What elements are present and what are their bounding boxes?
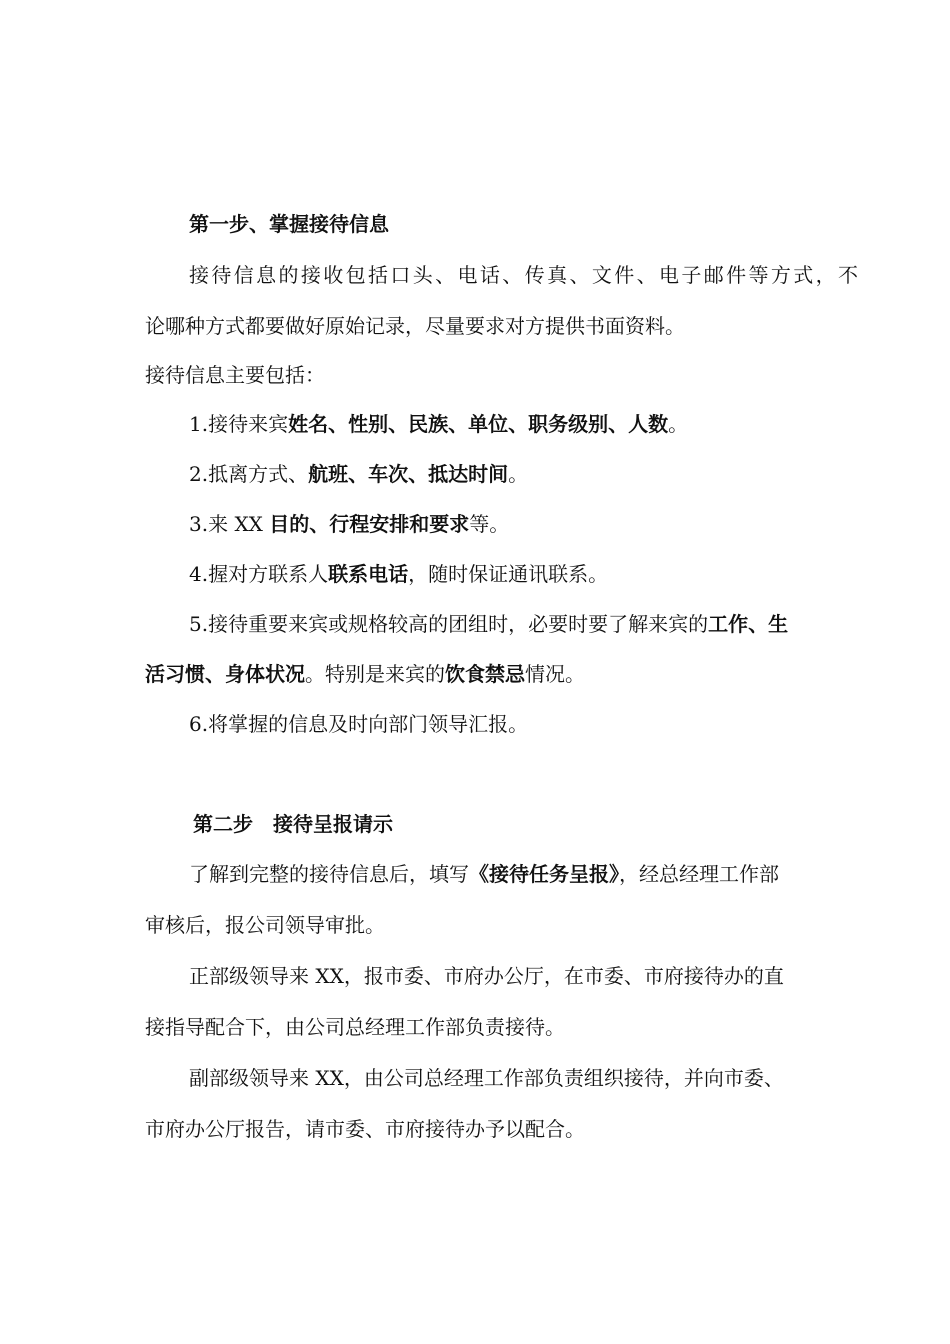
step1-list-intro: 接待信息主要包括： [145, 363, 325, 387]
step2-para3-line2: 市府办公厅报告，请市委、市府接待办予以配合。 [145, 1117, 585, 1141]
step1-para1-line1: 接待信息的接收包括口头、电话、传真、文件、电子邮件等方式，不 [189, 263, 858, 287]
list-item-6: 6.将掌握的信息及时向部门领导汇报。 [189, 712, 529, 736]
list-item-1: 1.接待来宾姓名、性别、民族、单位、职务级别、人数。 [189, 412, 689, 436]
list-item-4: 4.握对方联系人联系电话，随时保证通讯联系。 [189, 562, 609, 586]
step2-para2-line1: 正部级领导来 XX，报市委、市府办公厅，在市委、市府接待办的直 [189, 964, 784, 988]
list-item-3: 3.来 XX 目的、行程安排和要求等。 [189, 512, 510, 536]
list-item-5: 5.接待重要来宾或规格较高的团组时，必要时要了解来宾的工作、生 [189, 612, 789, 636]
step1-para1-line2: 论哪种方式都要做好原始记录，尽量要求对方提供书面资料。 [145, 314, 685, 338]
step2-para1-line1: 了解到完整的接待信息后，填写《接待任务呈报》，经总经理工作部 [189, 862, 779, 886]
step2-para2-line2: 接指导配合下，由公司总经理工作部负责接待。 [145, 1015, 565, 1039]
step2-para3-line1: 副部级领导来 XX，由公司总经理工作部负责组织接待，并向市委、 [189, 1066, 784, 1090]
list-item-5-cont: 活习惯、身体状况。特别是来宾的饮食禁忌情况。 [145, 662, 585, 686]
list-item-2: 2.抵离方式、航班、车次、抵达时间。 [189, 462, 529, 486]
step2-heading: 第二步 接待呈报请示 [193, 812, 393, 836]
step1-heading: 第一步、掌握接待信息 [189, 212, 389, 236]
step2-para1-line2: 审核后，报公司领导审批。 [145, 913, 385, 937]
